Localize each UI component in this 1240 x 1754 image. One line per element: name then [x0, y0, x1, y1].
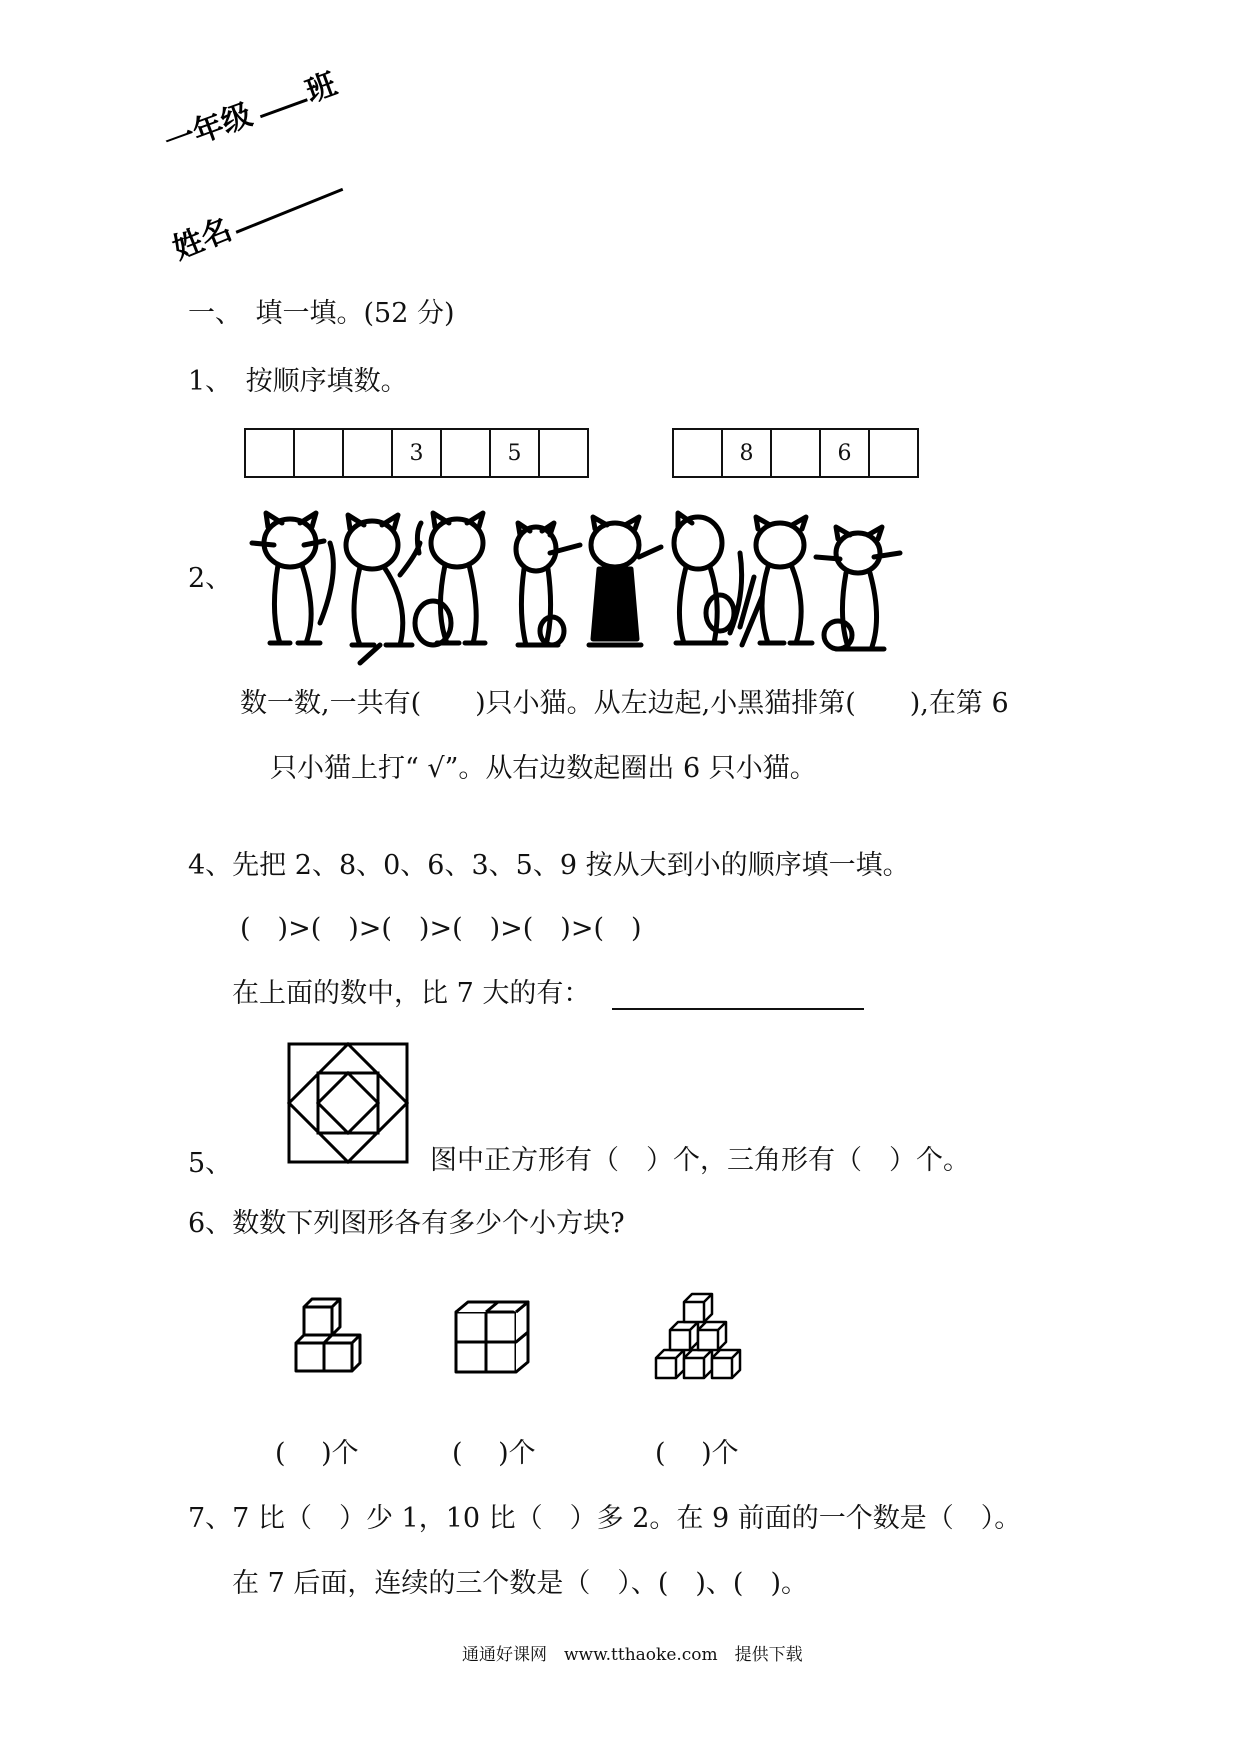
question-4-answer-line[interactable] — [612, 1008, 864, 1010]
number-box[interactable] — [540, 430, 587, 476]
student-info-header — [150, 66, 350, 267]
cubes-figure-2 — [450, 1290, 560, 1390]
number-box-row-a — [244, 428, 589, 478]
class-label: 班 — [301, 66, 342, 110]
number-box[interactable] — [246, 430, 295, 476]
cubes-figure-1 — [288, 1285, 378, 1375]
number-box: 8 — [723, 430, 772, 476]
number-box: 3 — [393, 430, 442, 476]
question-4-label: 4、先把 2、8、0、6、3、5、9 按从大到小的顺序填一填。 — [188, 850, 910, 881]
cat-8-icon — [816, 527, 900, 649]
question-6-answer-3: ( )个 — [655, 1438, 739, 1469]
cat-3-icon — [415, 513, 485, 645]
number-box[interactable] — [772, 430, 821, 476]
question-7-line-1: 7、7 比（ ）少 1，10 比（ ）多 2。在 9 前面的一个数是（ ）。 — [188, 1503, 1022, 1534]
number-box[interactable] — [295, 430, 344, 476]
number-box: 6 — [821, 430, 870, 476]
cat-2-icon — [346, 515, 420, 663]
section-title: 一、 填一填。(52 分) — [188, 298, 455, 329]
cat-5-black-icon — [589, 517, 661, 645]
cubes-figure-3 — [650, 1272, 770, 1392]
question-2-line-1: 数一数,一共有( )只小猫。从左边起,小黑猫排第( ),在第 6 — [240, 688, 1009, 719]
class-blank[interactable] — [260, 98, 308, 118]
question-5-text: 图中正方形有（ ）个，三角形有（ ）个。 — [430, 1145, 970, 1176]
number-box[interactable] — [870, 430, 917, 476]
number-box[interactable] — [344, 430, 393, 476]
number-box: 5 — [491, 430, 540, 476]
question-5-number: 5、 — [188, 1148, 233, 1179]
name-label: 姓名 — [167, 212, 237, 267]
question-4-comparison: ( )>( )>( )>( )>( )>( ) — [240, 913, 642, 944]
question-1-label: 1、 按顺序填数。 — [188, 366, 408, 397]
number-box[interactable] — [442, 430, 491, 476]
question-6-answer-2: ( )个 — [452, 1438, 536, 1469]
number-box[interactable] — [674, 430, 723, 476]
grade-label: 一年级 — [160, 97, 257, 162]
cat-1-icon — [252, 513, 333, 643]
question-6-label: 6、数数下列图形各有多少个小方块? — [188, 1208, 625, 1239]
cats-illustration — [240, 513, 910, 663]
footer-credit: 通通好课网 www.tthaoke.com 提供下载 — [462, 1645, 803, 1665]
question-2-line-2: 只小猫上打“ √”。从右边数起圈出 6 只小猫。 — [270, 753, 817, 784]
cat-7-icon — [740, 517, 812, 645]
number-box-row-b — [672, 428, 919, 478]
question-2-number: 2、 — [188, 563, 233, 594]
question-4-greater-than-7: 在上面的数中，比 7 大的有： — [232, 978, 591, 1009]
question-6-answer-1: ( )个 — [275, 1438, 359, 1469]
name-blank[interactable] — [236, 188, 344, 234]
cat-6-icon — [674, 513, 742, 643]
cat-4-icon — [516, 523, 580, 645]
question-7-line-2: 在 7 后面，连续的三个数是（ ）、( )、( )。 — [232, 1568, 808, 1599]
nested-squares-figure — [285, 1040, 415, 1170]
